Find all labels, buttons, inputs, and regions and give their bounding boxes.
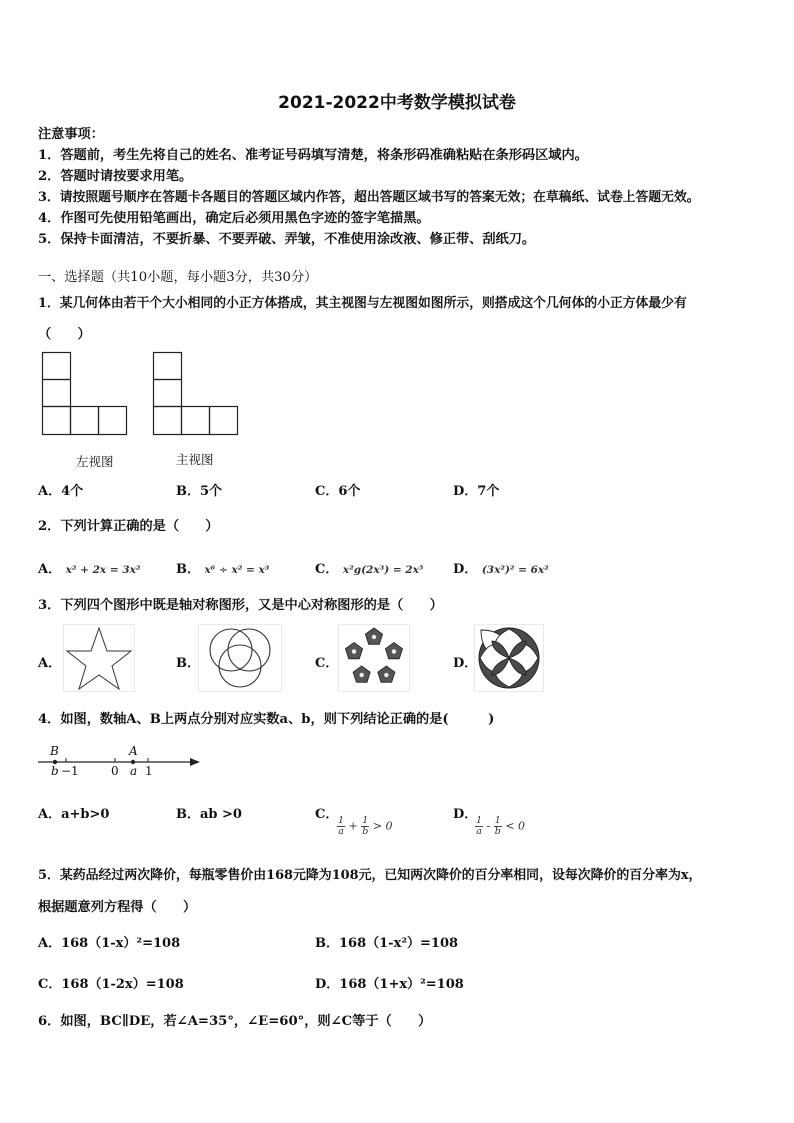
frac-c-op: + [348, 819, 358, 833]
tick-one: 1 [145, 764, 153, 778]
q3-option-c-label[interactable]: C． [315, 656, 339, 671]
frac-d-num2: 1 [494, 815, 501, 826]
tick-zero: 0 [111, 764, 119, 778]
q5-option-d[interactable]: D．168（1+x）²=108 [315, 977, 464, 992]
circle-petals-figure [474, 624, 544, 692]
pentagon-ring-figure [338, 624, 410, 692]
q2-option-b-expr: x⁶ ÷ x² = x³ [204, 564, 270, 576]
q2-option-c-expr: x²g(2x³) = 2x⁵ [342, 564, 424, 576]
q2-option-b[interactable] [176, 558, 269, 577]
q2-option-d-expr: (3x²)² = 6x² [481, 564, 549, 576]
point-a-label: A [129, 744, 138, 758]
frac-c-num1: 1 [338, 815, 345, 826]
q2-option-a[interactable] [38, 558, 140, 577]
q1-option-d[interactable]: D．7个 [453, 484, 500, 499]
frac-d-rel: < 0 [505, 819, 526, 833]
notice-heading: 注意事项： [38, 127, 104, 142]
q2-option-d-label: D． [453, 562, 478, 577]
point-b-label: B [50, 744, 59, 758]
value-b-label: b [51, 764, 59, 778]
frac-c-rel: > 0 [372, 819, 393, 833]
left-view-figure [42, 352, 132, 438]
frac-c-num2: 1 [362, 815, 369, 826]
frac-c-den2: b [362, 826, 369, 837]
q2-option-d[interactable] [453, 558, 549, 577]
left-view-caption: 左视图 [76, 454, 114, 469]
q4-option-b[interactable]: B．ab >0 [176, 807, 242, 822]
section-heading: 一、选择题（共10小题，每小题3分，共30分） [38, 270, 318, 285]
notice-item: 5．保持卡面清洁，不要折暴、不要弄破、弄皱，不准使用涂改液、修正带、刮纸刀。 [38, 232, 536, 247]
q1-option-b[interactable]: B．5个 [176, 484, 223, 499]
q3-option-a-label[interactable]: A． [38, 656, 62, 671]
q2-option-a-label: A． [38, 562, 62, 577]
notice-item: 1．答题前，考生先将自己的姓名、准考证号码填写清楚，将条形码准确粘贴在条形码区域内。 [38, 148, 588, 163]
q5-option-a[interactable]: A．168（1-x）²=108 [38, 936, 181, 951]
q1-option-c[interactable]: C．6个 [315, 484, 361, 499]
question-3-stem: 3．下列四个图形中既是轴对称图形，又是中心对称图形的是（ ） [38, 598, 443, 613]
question-1-stem: 1．某几何体由若干个大小相同的小正方体搭成，其主视图与左视图如图所示，则搭成这个几何体的小正方体最少有 [38, 296, 687, 311]
q4-option-a[interactable]: A．a+b>0 [38, 807, 110, 822]
q4-option-d[interactable]: D． [453, 807, 478, 822]
q2-option-b-label: B． [176, 562, 200, 577]
frac-d-den1: a [476, 826, 482, 837]
question-5-stem: 5．某药品经过两次降价，每瓶零售价由168元降为108元，已知两次降价的百分率相同，设每次降价的百分率为x， [38, 868, 702, 883]
q3-option-d-label[interactable]: D． [453, 656, 478, 671]
q2-option-c[interactable] [315, 558, 423, 577]
page-title: 2021-2022中考数学模拟试卷 [278, 93, 516, 113]
main-view-figure [153, 352, 243, 438]
three-circles-figure [198, 624, 282, 692]
question-4-stem: 4．如图，数轴A、B上两点分别对应实数a、b，则下列结论正确的是( ) [38, 712, 495, 727]
tick-minus-one: −1 [61, 764, 79, 778]
q1-option-a[interactable]: A．4个 [38, 484, 84, 499]
notice-item: 3．请按照题号顺序在答题卡各题目的答题区域内作答，超出答题区域书写的答案无效；在草稿纸、试卷上答题无效。 [38, 190, 700, 205]
question-2-stem: 2．下列计算正确的是（ ） [38, 519, 219, 534]
q3-option-b-label[interactable]: B． [176, 656, 200, 671]
q4-option-c[interactable]: C． [315, 807, 339, 822]
q2-option-a-expr: x² + 2x = 3x² [65, 564, 141, 576]
star-figure [63, 624, 135, 692]
q2-option-c-label: C． [315, 562, 339, 577]
q4-option-d-expr [475, 816, 525, 837]
main-view-caption: 主视图 [176, 452, 214, 467]
frac-c-den1: a [338, 826, 344, 837]
question-1-paren: （ ） [38, 327, 91, 342]
question-6-stem: 6．如图，BC∥DE，若∠A=35°，∠E=60°，则∠C等于（ ） [38, 1014, 432, 1029]
frac-d-den2: b [494, 826, 501, 837]
frac-d-op: - [486, 819, 491, 833]
q5-option-c[interactable]: C．168（1-2x）=108 [38, 977, 184, 992]
question-5-stem-cont: 根据题意列方程得（ ） [38, 900, 197, 915]
frac-d-num1: 1 [476, 815, 483, 826]
q5-option-b[interactable]: B．168（1-x²）=108 [315, 936, 459, 951]
value-a-label: a [130, 764, 138, 778]
notice-item: 4．作图可先使用铅笔画出，确定后必须用黑色字迹的签字笔描黑。 [38, 211, 430, 226]
notice-item: 2．答题时请按要求用笔。 [38, 169, 193, 184]
q4-option-c-expr [337, 816, 393, 837]
